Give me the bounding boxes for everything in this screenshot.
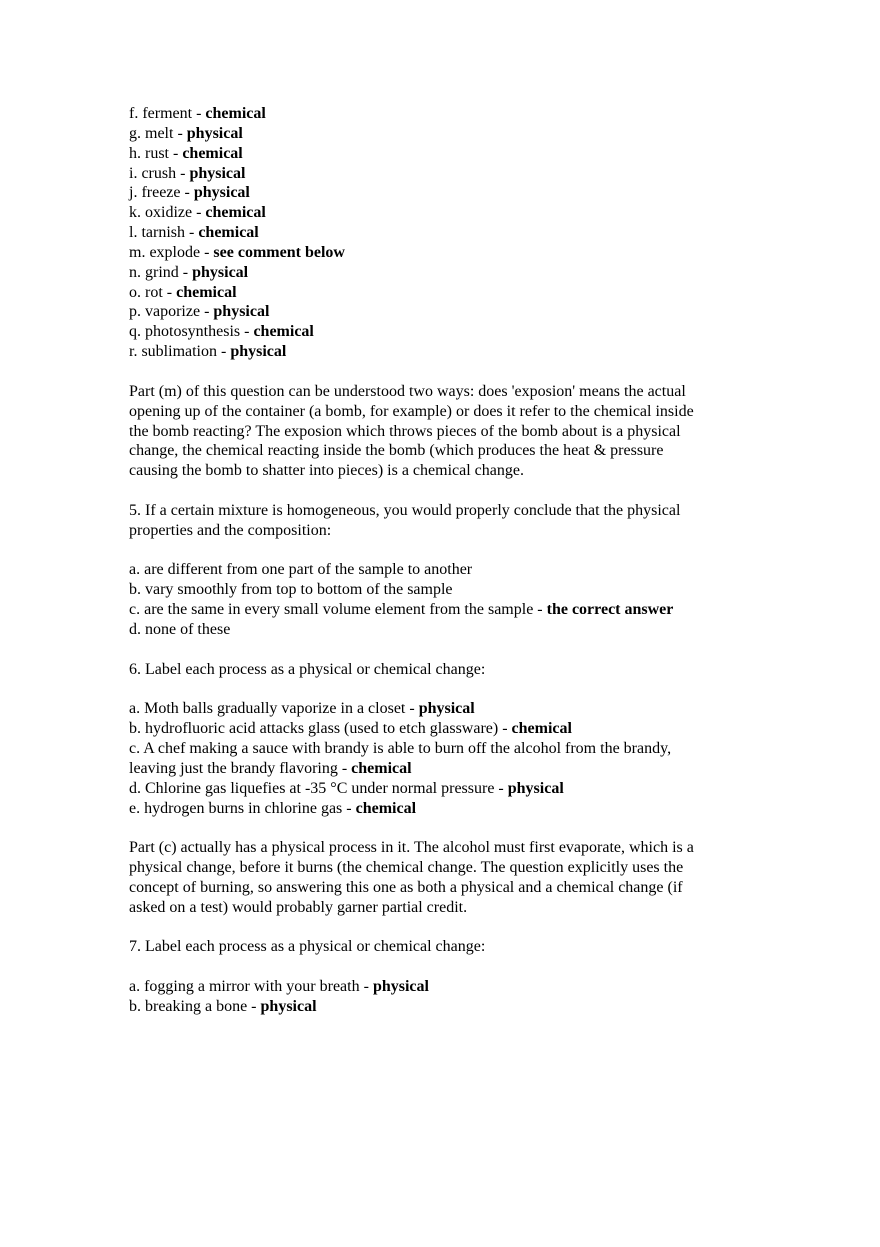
- item-label: r. sublimation -: [129, 343, 231, 361]
- list-item: [129, 799, 749, 819]
- option-item: [129, 620, 749, 640]
- paragraph-line: concept of burning, so answering this one as both a physical and a chemical change (if: [129, 878, 683, 896]
- item-answer: physical: [372, 978, 429, 996]
- question-text: 5. If a certain mixture is homogeneous, you would properly conclude that the physical: [129, 501, 681, 519]
- item-answer: chemical: [511, 720, 572, 738]
- spacer: [129, 362, 749, 382]
- question-text: 7. Label each process as a physical or chemical change:: [129, 938, 486, 956]
- item-label: o. rot -: [129, 283, 177, 301]
- item-answer: chemical: [182, 144, 243, 162]
- list-item: [129, 243, 749, 263]
- list-item: [129, 302, 749, 322]
- item-label: a. Moth balls gradually vaporize in a closet -: [129, 700, 419, 718]
- item-answer: chemical: [176, 283, 237, 301]
- item-label: n. grind -: [129, 263, 193, 281]
- list-item: [129, 263, 749, 283]
- paragraph-line: opening up of the container (a bomb, for example) or does it refer to the chemical inside: [129, 402, 694, 420]
- option-item: [129, 580, 749, 600]
- option-label: a. are different from one part of the sample to another: [129, 561, 473, 579]
- item-label: i. crush -: [129, 164, 190, 182]
- item-answer: physical: [230, 343, 287, 361]
- paragraph-line: physical change, before it burns (the chemical change. The question explicitly uses the: [129, 859, 684, 877]
- question-5: [129, 501, 749, 640]
- paragraph-line: causing the bomb to shatter into pieces) is a chemical change.: [129, 462, 524, 480]
- item-label: l. tarnish -: [129, 224, 199, 242]
- paragraph-line: Part (c) actually has a physical process in it. The alcohol must first evaporate, which is a: [129, 839, 694, 857]
- item-answer: physical: [192, 263, 249, 281]
- item-answer: physical: [189, 164, 246, 182]
- item-label: h. rust -: [129, 144, 183, 162]
- spacer: [129, 818, 749, 838]
- item-label: d. Chlorine gas liquefies at -35 °C under normal pressure -: [129, 779, 508, 797]
- list-item: [129, 997, 749, 1017]
- option-label: d. none of these: [129, 620, 231, 638]
- item-label: p. vaporize -: [129, 303, 214, 321]
- item-answer: physical: [193, 184, 250, 202]
- list-item: [129, 203, 749, 223]
- spacer: [129, 640, 749, 660]
- question-text: properties and the composition:: [129, 521, 332, 539]
- list-item: [129, 342, 749, 362]
- note-part-m: [129, 382, 749, 481]
- list-item: [129, 223, 749, 243]
- item-answer: chemical: [351, 759, 412, 777]
- item-label: b. breaking a bone -: [129, 997, 261, 1015]
- list-item: [129, 104, 749, 124]
- question-text: 6. Label each process as a physical or chemical change:: [129, 660, 486, 678]
- paragraph-line: Part (m) of this question can be understood two ways: does 'exposion' means the actual: [129, 382, 686, 400]
- option-answer: the correct answer: [546, 601, 674, 619]
- list-item: [129, 144, 749, 164]
- option-label: c. are the same in every small volume element from the sample -: [129, 601, 547, 619]
- question-6: [129, 660, 749, 918]
- list-item: [129, 779, 749, 799]
- item-label: m. explode -: [129, 243, 214, 261]
- list-item: [129, 739, 749, 759]
- item-answer: chemical: [205, 105, 266, 122]
- item-label: k. oxidize -: [129, 204, 206, 222]
- item-label: f. ferment -: [129, 105, 206, 122]
- list-item: [129, 283, 749, 303]
- spacer: [129, 957, 749, 977]
- item-answer: chemical: [355, 799, 417, 817]
- spacer: [129, 679, 749, 699]
- list-item: [129, 322, 749, 342]
- item-label: a. fogging a mirror with your breath -: [129, 978, 373, 996]
- item-answer: physical: [507, 779, 564, 797]
- item-label: leaving just the brandy flavoring -: [129, 759, 352, 777]
- list-item: [129, 183, 749, 203]
- item-answer: chemical: [253, 323, 314, 341]
- item-label: q. photosynthesis -: [129, 323, 254, 341]
- list-item: [129, 759, 749, 779]
- item-answer: see comment below: [213, 243, 345, 261]
- question-7: [129, 937, 749, 1016]
- list-item: [129, 977, 749, 997]
- item-answer: physical: [213, 303, 270, 321]
- list-item: [129, 699, 749, 719]
- note-part-c: [129, 838, 749, 917]
- spacer: [129, 481, 749, 501]
- list-item: [129, 164, 749, 184]
- option-label: b. vary smoothly from top to bottom of the sample: [129, 581, 453, 599]
- item-label: g. melt -: [129, 124, 187, 142]
- list-item: [129, 719, 749, 739]
- spacer: [129, 918, 749, 938]
- paragraph-line: the bomb reacting? The exposion which throws pieces of the bomb about is a physical: [129, 422, 681, 440]
- item-label: e. hydrogen burns in chlorine gas -: [129, 799, 356, 817]
- item-label: j. freeze -: [129, 184, 194, 202]
- item-label: c. A chef making a sauce with brandy is able to burn off the alcohol from the brandy,: [129, 740, 672, 757]
- item-label: b. hydrofluoric acid attacks glass (used to etch glassware) -: [129, 720, 512, 738]
- process-list-f-r: [129, 104, 749, 362]
- spacer: [129, 541, 749, 561]
- option-item: [129, 600, 749, 620]
- item-answer: physical: [418, 700, 475, 718]
- item-answer: physical: [260, 997, 317, 1015]
- list-item: [129, 124, 749, 144]
- document-page: [129, 104, 749, 1017]
- option-item: [129, 560, 749, 580]
- item-answer: chemical: [198, 224, 259, 242]
- item-answer: physical: [186, 124, 243, 142]
- item-answer: chemical: [205, 204, 266, 222]
- paragraph-line: asked on a test) would probably garner partial credit.: [129, 898, 468, 916]
- paragraph-line: change, the chemical reacting inside the bomb (which produces the heat & pressure: [129, 442, 664, 460]
